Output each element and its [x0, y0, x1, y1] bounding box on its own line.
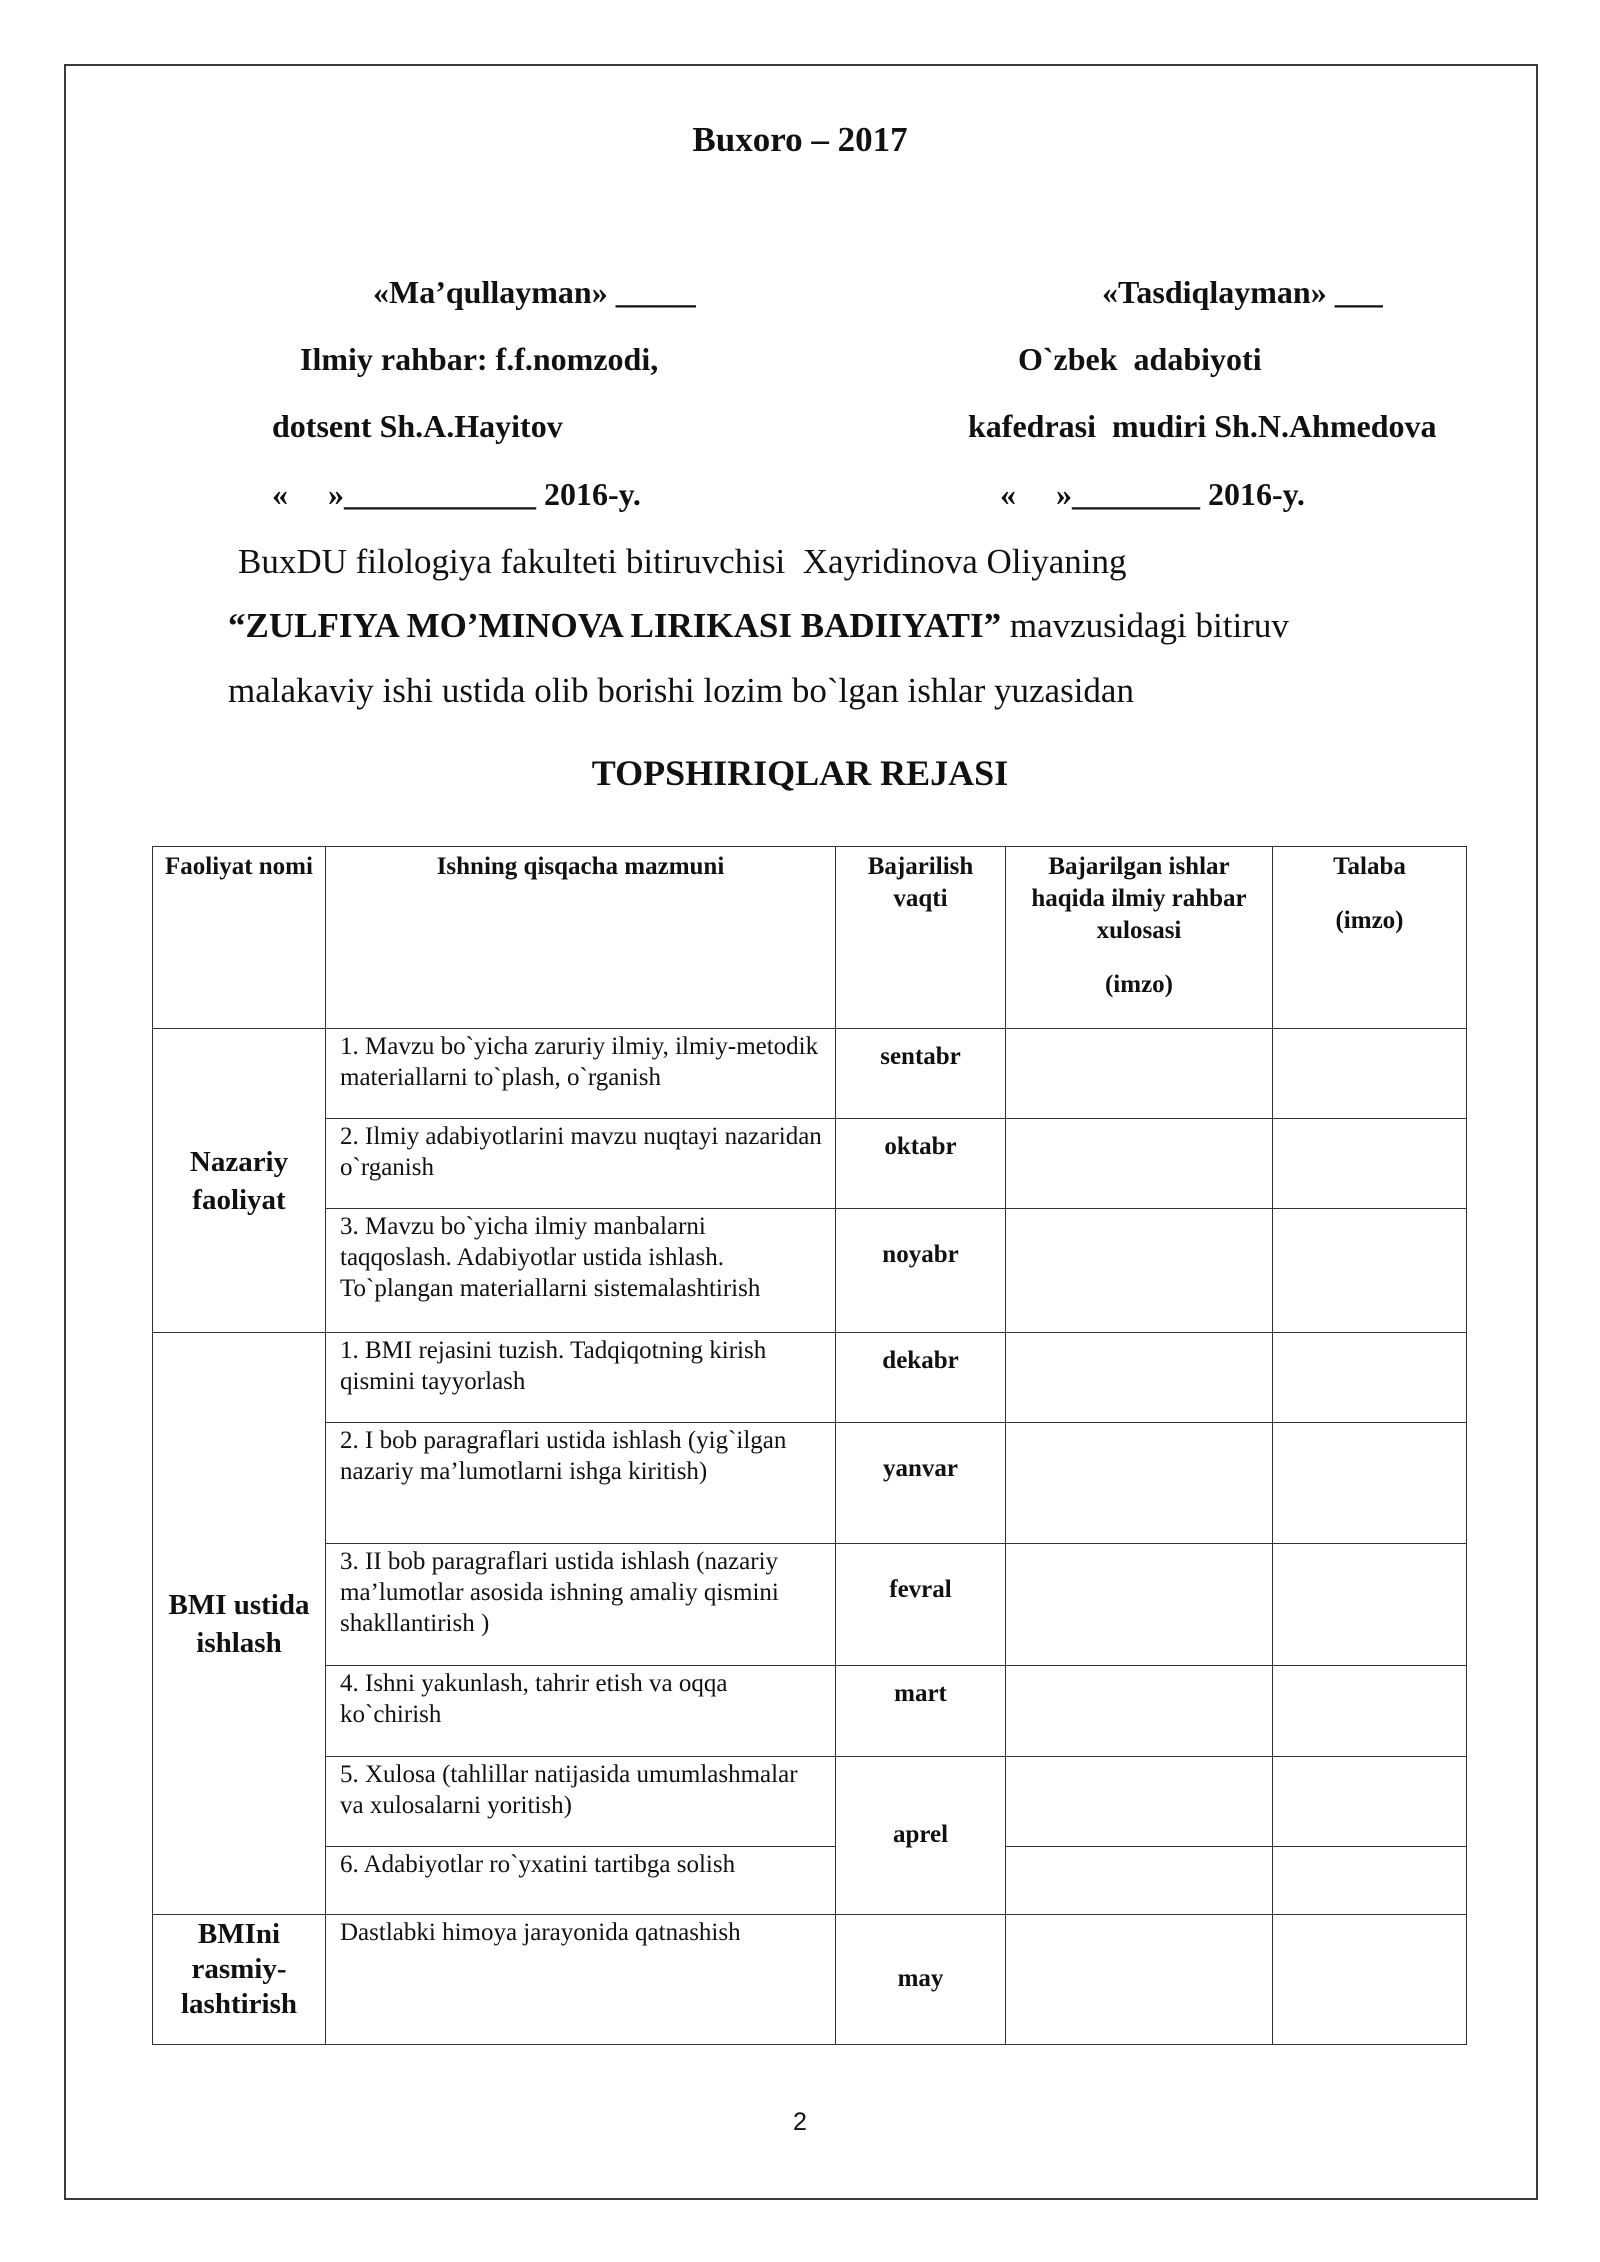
table-row	[153, 1544, 1467, 1666]
task-description: 3. II bob paragraflari ustida ishlash (nazariy ma’lumotlar asosida ishning amaliy qismini shakllantirish )	[326, 1544, 836, 1666]
approve-left-date: « »____________ 2016-y.	[272, 476, 641, 512]
table-row	[153, 1847, 1467, 1915]
supervisor-sign-cell	[1006, 1333, 1273, 1423]
table-row	[153, 1333, 1467, 1423]
task-description: 2. I bob paragraflari ustida ishlash (yig`ilgan nazariy ma’lumotlarni ishga kiritish)	[326, 1423, 836, 1544]
header-supervisor	[1006, 847, 1273, 1029]
table-row	[153, 1666, 1467, 1757]
header-activity: Faoliyat nomi	[153, 847, 326, 1029]
task-month: fevral	[836, 1544, 1006, 1666]
task-description: Dastlabki himoya jarayonida qatnashish	[326, 1915, 836, 2045]
student-sign-cell	[1273, 1757, 1467, 1847]
task-description: 5. Xulosa (tahlillar natijasida umumlashmalar va xulosalarni yoritish)	[326, 1757, 836, 1847]
student-sign-cell	[1273, 1847, 1467, 1915]
supervisor-sign-cell	[1006, 1666, 1273, 1757]
approve-right-date: « »________ 2016-y.	[1000, 476, 1305, 512]
table-row	[153, 1915, 1467, 2045]
supervisor-sign-cell	[1006, 1915, 1273, 2045]
task-month: sentabr	[836, 1029, 1006, 1119]
task-description: 3. Mavzu bo`yicha ilmiy manbalarni taqqoslash. Adabiyotlar ustida ishlash. To`plangan materiallarni sistemalashtirish	[326, 1209, 836, 1333]
table-row	[153, 1029, 1467, 1119]
supervisor-sign-cell	[1006, 1209, 1273, 1333]
task-plan-table	[152, 846, 1467, 2045]
approve-right-title: «Tasdiqlayman» ___	[1102, 274, 1383, 310]
intro-line-2	[228, 606, 1289, 646]
supervisor-sign-cell	[1006, 1119, 1273, 1209]
supervisor-sign-cell	[1006, 1847, 1273, 1915]
student-sign-cell	[1273, 1029, 1467, 1119]
table-row	[153, 1209, 1467, 1333]
page-number: 2	[793, 2108, 807, 2136]
intro-line-1: BuxDU filologiya fakulteti bitiruvchisi Xayridinova Oliyaning	[238, 542, 1127, 581]
student-sign-cell	[1273, 1333, 1467, 1423]
approve-left-title: «Ma’qullayman» _____	[373, 274, 696, 310]
task-month: oktabr	[836, 1119, 1006, 1209]
student-sign-cell	[1273, 1666, 1467, 1757]
category-theory: Nazariy faoliyat	[153, 1029, 326, 1333]
table-row	[153, 1423, 1467, 1544]
task-description: 1. Mavzu bo`yicha zaruriy ilmiy, ilmiy-metodik materiallarni to`plash, o`rganish	[326, 1029, 836, 1119]
intro-line-2-rest: mavzusidagi bitiruv	[1001, 606, 1289, 645]
student-sign-cell	[1273, 1915, 1467, 2045]
task-description: 4. Ishni yakunlash, tahrir etish va oqqa ko`chirish	[326, 1666, 836, 1757]
header-student-sign: (imzo)	[1335, 907, 1404, 934]
plan-title: TOPSHIRIQLAR REJASI	[591, 753, 1009, 793]
header-deadline: Bajarilish vaqti	[836, 847, 1006, 1029]
task-month: mart	[836, 1666, 1006, 1757]
category-formal: BMIni rasmiy-lashtirish	[153, 1915, 326, 2045]
task-month: may	[836, 1915, 1006, 2045]
thesis-topic: “ZULFIYA MO’MINOVA LIRIKASI BADIIYATI”	[228, 606, 1002, 645]
approve-left-name: dotsent Sh.A.Hayitov	[272, 408, 563, 444]
table-header-row	[153, 847, 1467, 1029]
category-work: BMI ustida ishlash	[153, 1333, 326, 1915]
supervisor-sign-cell	[1006, 1757, 1273, 1847]
approve-right-head: kafedrasi mudiri Sh.N.Ahmedova	[968, 408, 1437, 444]
header-supervisor-sign: (imzo)	[1104, 971, 1174, 998]
task-month: noyabr	[836, 1209, 1006, 1333]
supervisor-sign-cell	[1006, 1029, 1273, 1119]
task-month: aprel	[836, 1757, 1006, 1915]
student-sign-cell	[1273, 1423, 1467, 1544]
approve-left-supervisor: Ilmiy rahbar: f.f.nomzodi,	[300, 341, 659, 377]
table-row	[153, 1757, 1467, 1847]
student-sign-cell	[1273, 1209, 1467, 1333]
supervisor-sign-cell	[1006, 1423, 1273, 1544]
task-month: yanvar	[836, 1423, 1006, 1544]
task-description: 2. Ilmiy adabiyotlarini mavzu nuqtayi nazaridan o`rganish	[326, 1119, 836, 1209]
table-row	[153, 1119, 1467, 1209]
city-year-heading: Buxoro – 2017	[692, 120, 908, 159]
task-month: dekabr	[836, 1333, 1006, 1423]
header-student	[1273, 847, 1467, 1029]
task-description: 6. Adabiyotlar ro`yxatini tartibga solish	[326, 1847, 836, 1915]
task-description: 1. BMI rejasini tuzish. Tadqiqotning kirish qismini tayyorlash	[326, 1333, 836, 1423]
student-sign-cell	[1273, 1119, 1467, 1209]
approve-right-department: O`zbek adabiyoti	[1018, 341, 1262, 377]
supervisor-sign-cell	[1006, 1544, 1273, 1666]
header-student-label: Talaba	[1333, 853, 1406, 880]
student-sign-cell	[1273, 1544, 1467, 1666]
header-supervisor-label: Bajarilgan ishlar haqida ilmiy rahbar xulosasi	[1031, 853, 1247, 944]
intro-line-3: malakaviy ishi ustida olib borishi lozim bo`lgan ishlar yuzasidan	[228, 671, 1134, 710]
header-content: Ishning qisqacha mazmuni	[326, 847, 836, 1029]
